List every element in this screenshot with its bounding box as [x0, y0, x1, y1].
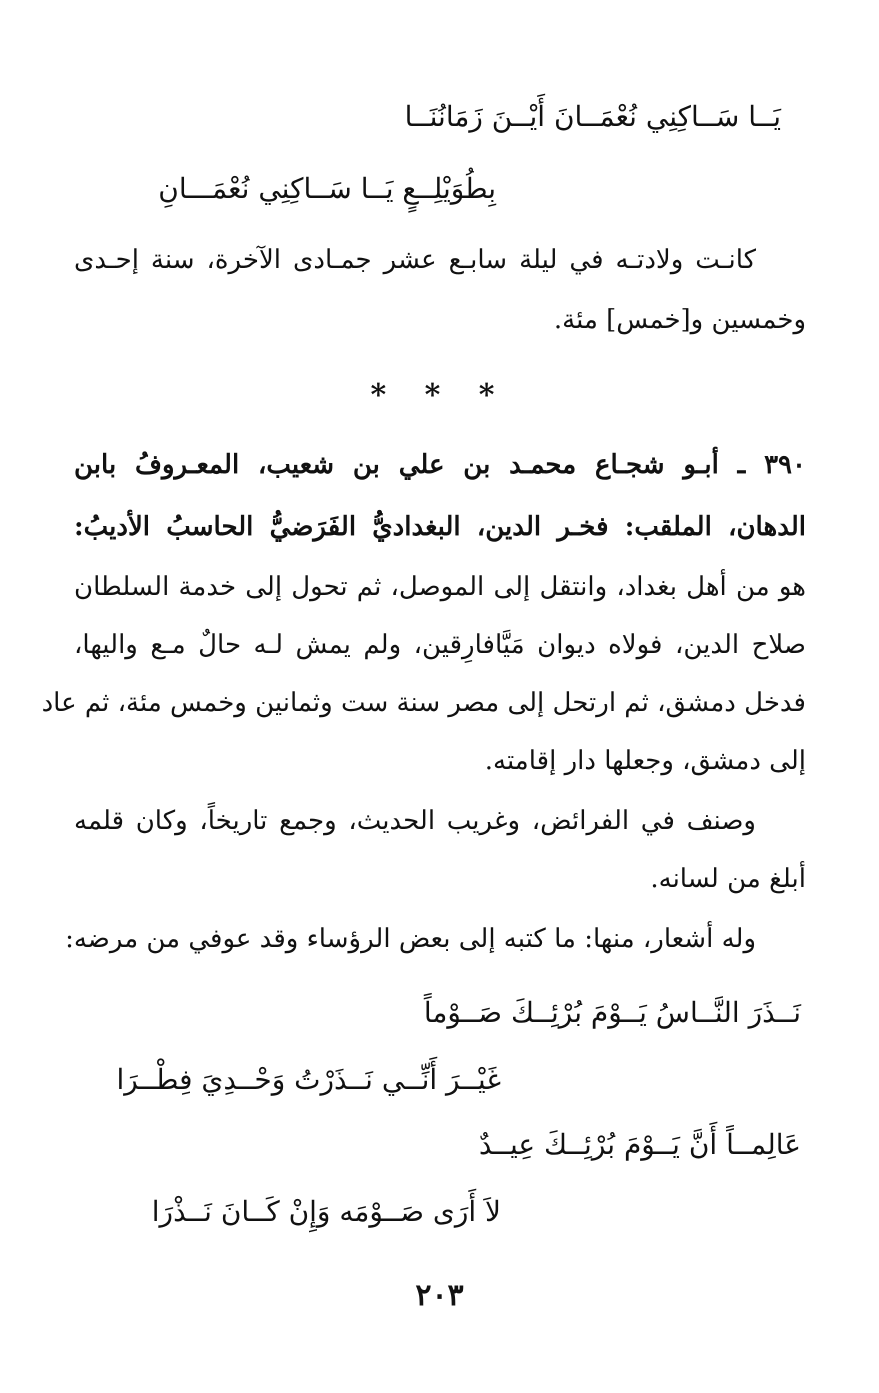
poem-verse: لاَ أَرَى صَــوْمَه وَإِنْ كَــانَ نَــذْرَا [151, 1195, 501, 1228]
paragraph-line: وصنف في الفرائض، وغريب الحديث، وجمع تاريخاً، وكان قلمه [74, 806, 756, 836]
paragraph-line: وله أشعار، منها: ما كتبه إلى بعض الرؤساء وقد عوفي من مرضه: [65, 924, 756, 954]
poem-verse: بِطُوَيْلِــعٍ يَــا سَــاكِنِي نُعْمَـــانِ [158, 172, 496, 205]
paragraph-line: كانـت ولادتـه في ليلة سابـع عشر جمـادى الآخرة، سنة إحـدى [74, 245, 756, 275]
paragraph-line: هو من أهل بغداد، وانتقل إلى الموصل، ثم تحول إلى خدمة السلطان [74, 572, 806, 602]
poem-verse: يَــا سَــاكِنِي نُعْمَــانَ أَيْــنَ زَمَانُنَــا [404, 100, 781, 133]
poem-verse: غَيْــرَ أَنِّــي نَــذَرْتُ وَحْــدِيَ فِطْــرَا [116, 1063, 501, 1096]
paragraph-line: أبلغ من لسانه. [650, 864, 806, 894]
poem-verse: نَــذَرَ النَّــاسُ يَــوْمَ بُرْئِــكَ صَــوْماً [423, 996, 801, 1029]
entry-heading: الدهان، الملقب: فخـر الدين، البغداديُّ الفَرَضيُّ الحاسبُ الأديبُ: [74, 512, 806, 542]
section-separator: * * * [370, 378, 509, 413]
paragraph-line: فدخل دمشق، ثم ارتحل إلى مصر سنة ست وثمانين وخمس مئة، ثم عاد [41, 688, 806, 718]
paragraph-line: صلاح الدين، فولاه ديوان مَيَّافارِقين، ولم يمش لـه حالٌ مـع واليها، [74, 630, 806, 660]
page-number: ٢٠٣ [415, 1278, 464, 1313]
poem-verse: عَالِمــاً أَنَّ يَــوْمَ بُرْئِــكَ عِيــدٌ [478, 1128, 801, 1161]
entry-heading: ٣٩٠ ـ أبـو شجـاع محمـد بن علي بن شعيب، المعـروفُ بابن [74, 450, 806, 480]
paragraph-line: إلى دمشق، وجعلها دار إقامته. [484, 746, 806, 776]
paragraph-line: وخمسين و[خمس] مئة. [553, 305, 806, 335]
